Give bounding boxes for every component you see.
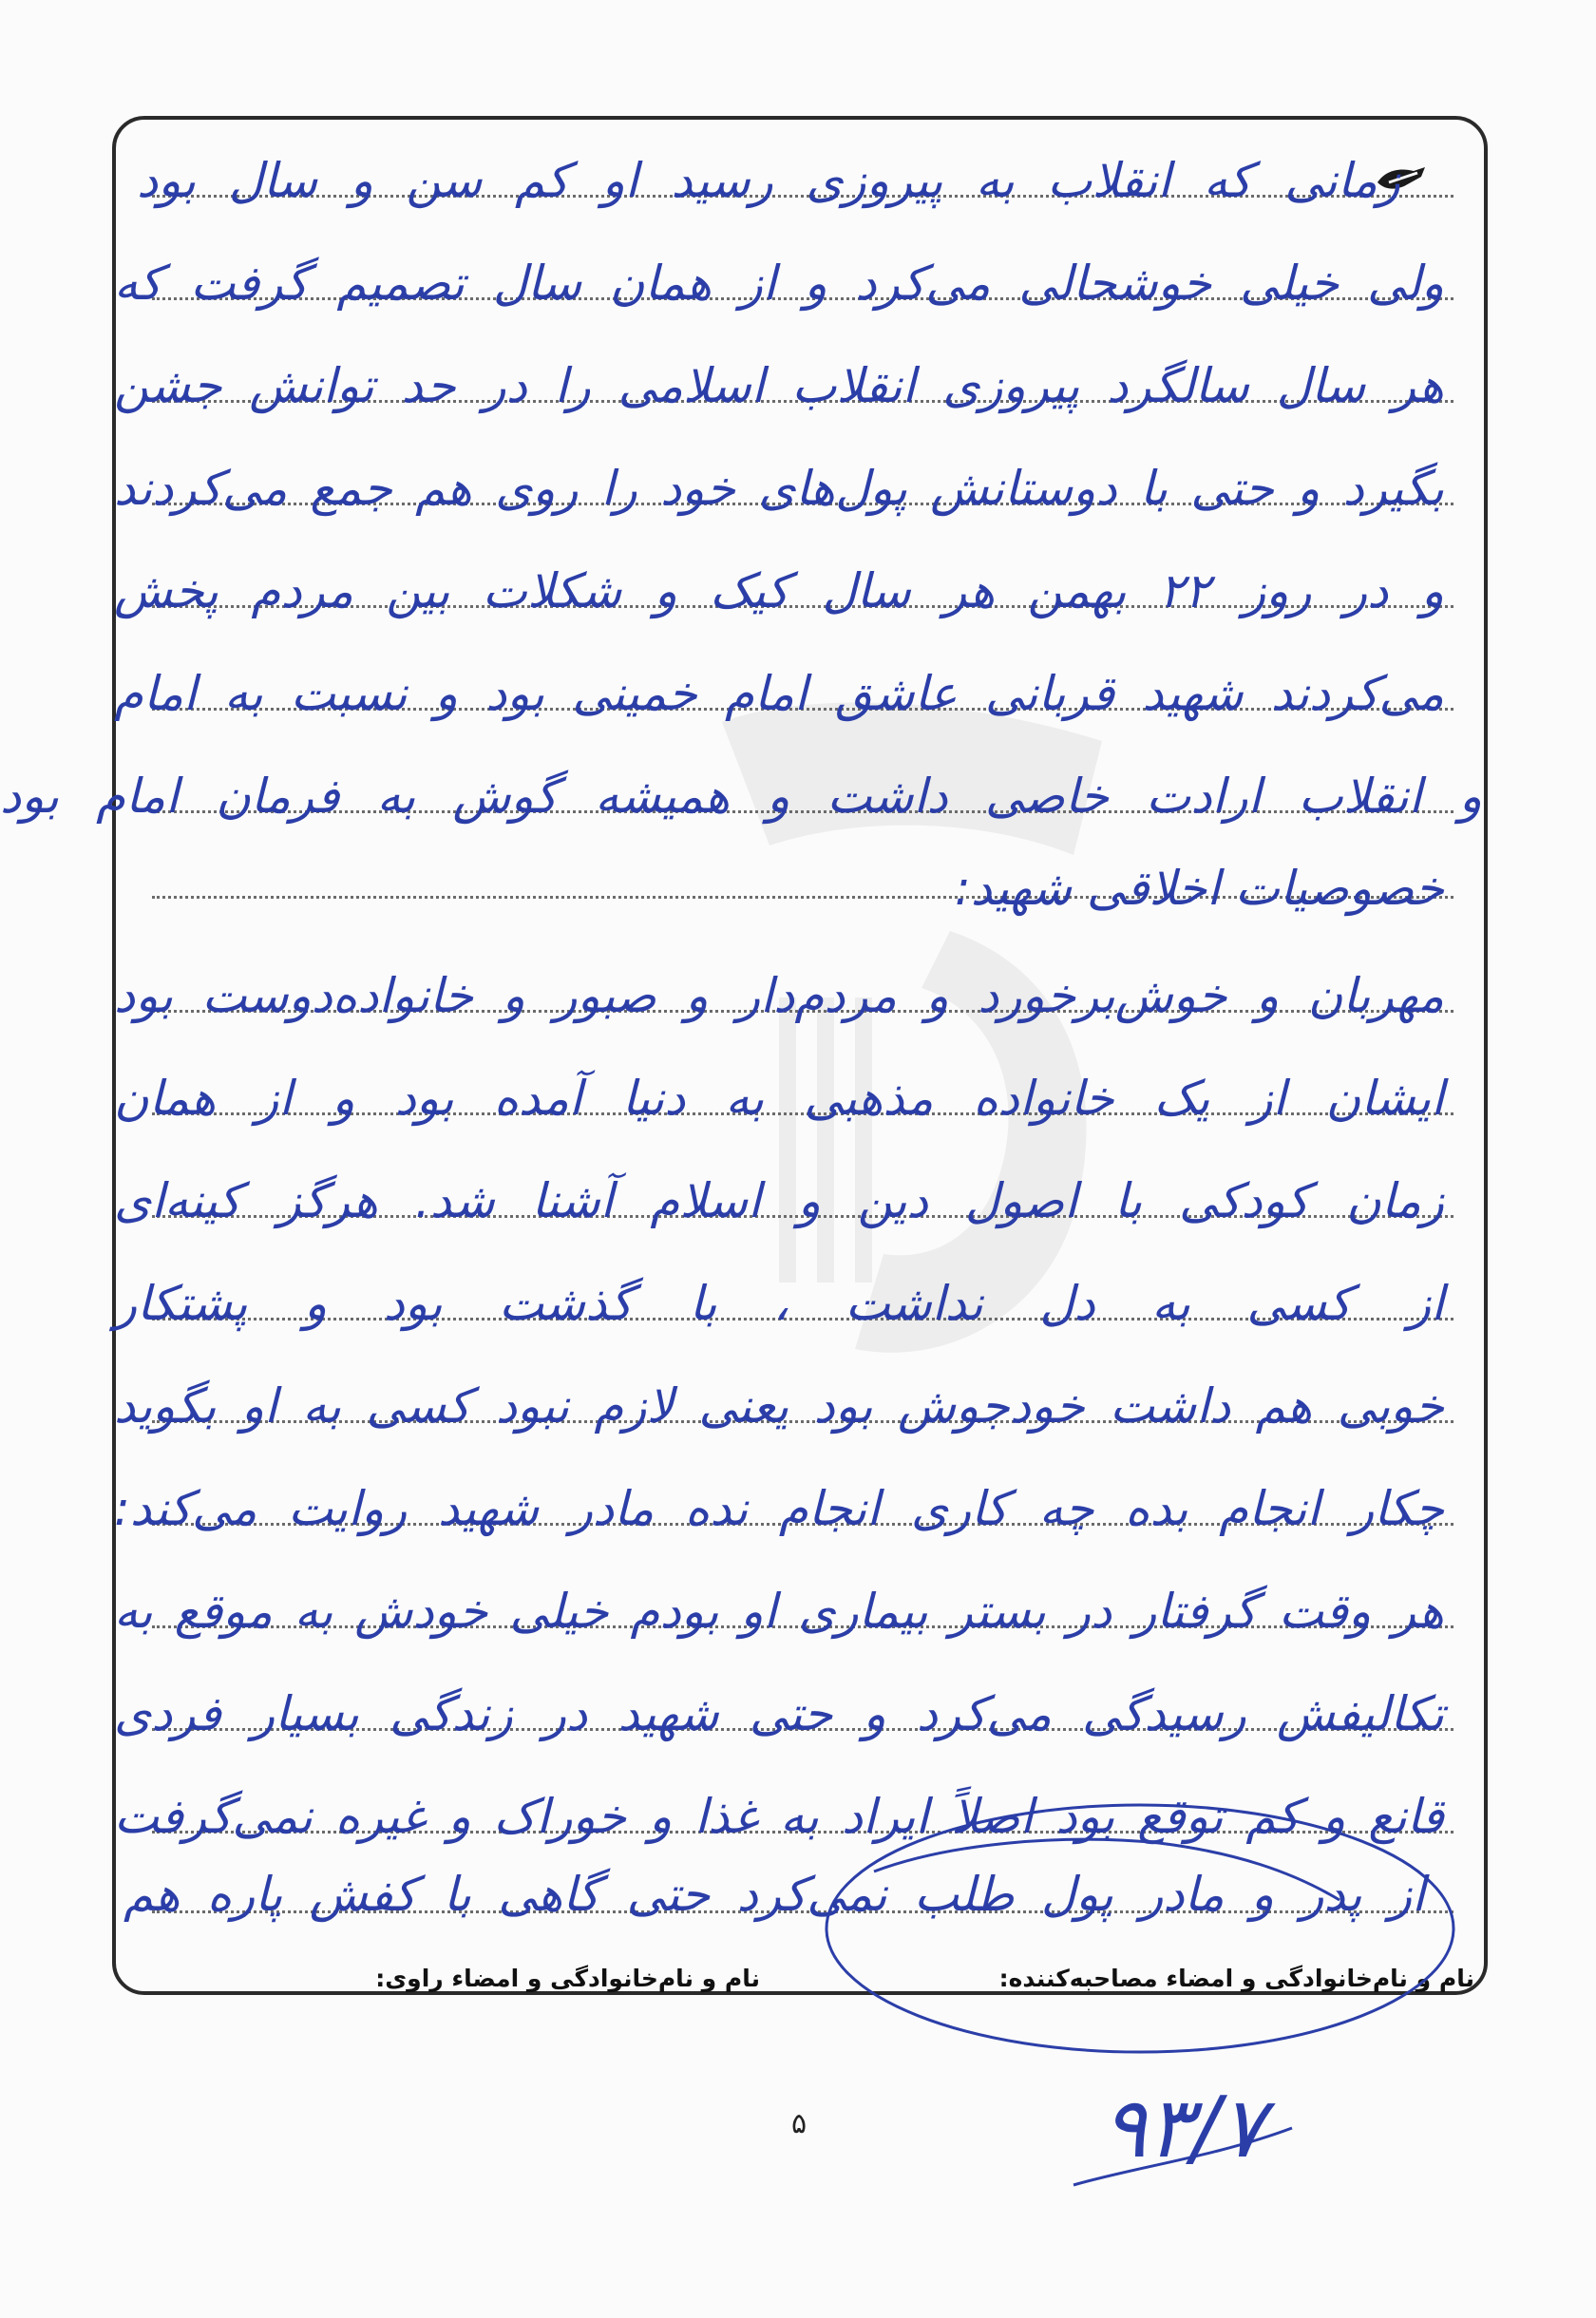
handwritten-line: مهربان و خوش‌برخورد و مردم‌دار و صبور و خانواده‌دوست بود <box>114 968 1444 1023</box>
handwritten-line: زمان کودکی با اصول دین و اسلام آشنا شد. هرگز کینه‌ای <box>114 1173 1444 1228</box>
handwritten-line: قانع و کم توقع بود اصلاً ایراد به غذا و خوراک و غیره نمی‌گرفت <box>114 1789 1444 1844</box>
handwritten-line: زمانی که انقلاب به پیروزی رسید او کم سن و سال بود <box>137 153 1400 208</box>
narrator-signature-label: نام و نام‌خانوادگی و امضاء راوی: <box>375 1965 760 1992</box>
handwritten-heading: خصوصیات اخلاقی شهید: <box>954 861 1444 916</box>
interviewer-signature-label: نام و نام‌خانوادگی و امضاء مصاحبه‌کننده: <box>998 1965 1474 1992</box>
handwritten-line: و در روز ۲۲ بهمن هر سال کیک و شکلات بین مردم پخش <box>114 563 1444 618</box>
handwritten-line: هر وقت گرفتار در بستر بیماری او بودم خیلی خودش به موقع به <box>114 1584 1444 1639</box>
handwritten-line: می‌کردند شهید قربانی عاشق امام خمینی بود و نسبت به امام <box>114 666 1444 721</box>
handwritten-line: خوبی هم داشت خودجوش بود یعنی لازم نبود کسی به او بگوید <box>114 1378 1444 1434</box>
handwritten-line: و انقلاب ارادت خاصی داشت و همیشه گوش به فرمان امام بود <box>0 769 1482 824</box>
handwritten-line: هر سال سالگرد پیروزی انقلاب اسلامی را در حد توانش جشن <box>114 358 1444 413</box>
handwritten-line: چکار انجام بده چه کاری انجام نده مادر شهید روایت می‌کند: <box>114 1481 1444 1536</box>
page-number: ۵ <box>790 2107 808 2140</box>
handwritten-line: ولی خیلی خوشحالی می‌کرد و از همان سال تصمیم گرفت که <box>114 256 1444 311</box>
handwritten-line: تکالیفش رسیدگی می‌کرد و حتی شهید در زندگی بسیار فردی <box>114 1686 1444 1741</box>
handwritten-file-number: ۹۳/۷ <box>1102 2079 1265 2176</box>
handwritten-line: از پدر و مادر پول طلب نمی‌کرد حتی گاهی با کفش پاره هم <box>124 1867 1425 1922</box>
handwritten-line: ایشان از یک خانواده مذهبی به دنیا آمده بود و از همان <box>114 1071 1444 1126</box>
handwritten-line: بگیرد و حتی با دوستانش پول‌های خود را روی هم جمع می‌کردند <box>114 461 1444 516</box>
handwritten-line: از کسی به دل نداشت ، با گذشت بود و پشتکار <box>114 1276 1444 1331</box>
